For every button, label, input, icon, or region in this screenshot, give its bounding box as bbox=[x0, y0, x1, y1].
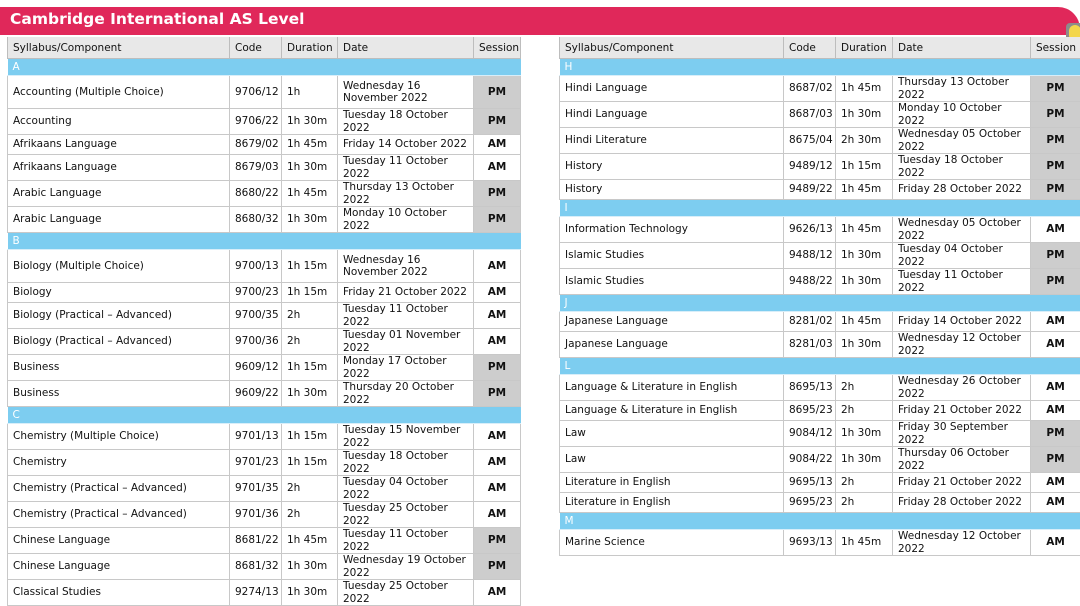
session-cell: PM bbox=[474, 355, 521, 381]
syllabus-cell: Chinese Language bbox=[8, 554, 230, 580]
syllabus-cell: History bbox=[560, 180, 784, 200]
session-cell: AM bbox=[474, 250, 521, 283]
table-row bbox=[560, 128, 1080, 154]
table-row bbox=[8, 283, 521, 303]
syllabus-cell: Japanese Language bbox=[560, 312, 784, 332]
syllabus-cell: Arabic Language bbox=[8, 207, 230, 233]
letter-band-row bbox=[560, 358, 1080, 375]
date-cell: Friday 21 October 2022 bbox=[338, 283, 474, 303]
session-cell: AM bbox=[474, 502, 521, 528]
duration-cell: 1h bbox=[282, 76, 338, 109]
duration-cell: 1h 30m bbox=[282, 207, 338, 233]
duration-cell: 1h 30m bbox=[282, 155, 338, 181]
code-cell: 9626/13 bbox=[784, 217, 836, 243]
code-cell: 9084/22 bbox=[784, 447, 836, 473]
session-cell: AM bbox=[1031, 493, 1080, 513]
duration-cell: 1h 30m bbox=[282, 381, 338, 407]
syllabus-cell: Information Technology bbox=[560, 217, 784, 243]
date-cell: Tuesday 11 October 2022 bbox=[338, 155, 474, 181]
syllabus-cell: Accounting (Multiple Choice) bbox=[8, 76, 230, 109]
duration-cell: 1h 30m bbox=[836, 102, 893, 128]
code-cell: 8687/02 bbox=[784, 76, 836, 102]
syllabus-cell: Chemistry (Practical – Advanced) bbox=[8, 476, 230, 502]
letter-band-row bbox=[560, 295, 1080, 312]
duration-cell: 1h 45m bbox=[282, 528, 338, 554]
duration-cell: 2h bbox=[836, 493, 893, 513]
syllabus-cell: Afrikaans Language bbox=[8, 135, 230, 155]
duration-cell: 2h bbox=[836, 473, 893, 493]
table-row bbox=[560, 473, 1080, 493]
date-cell: Monday 10 October 2022 bbox=[893, 102, 1031, 128]
date-cell: Tuesday 01 November 2022 bbox=[338, 329, 474, 355]
letter-band-row bbox=[560, 59, 1080, 76]
session-cell: AM bbox=[474, 155, 521, 181]
code-cell: 8687/03 bbox=[784, 102, 836, 128]
duration-cell: 1h 15m bbox=[282, 450, 338, 476]
duration-cell: 1h 30m bbox=[282, 554, 338, 580]
date-cell: Tuesday 11 October 2022 bbox=[338, 303, 474, 329]
syllabus-cell: Chemistry (Practical – Advanced) bbox=[8, 502, 230, 528]
table-row bbox=[560, 76, 1080, 102]
code-cell: 9274/13 bbox=[230, 580, 282, 606]
syllabus-cell: Classical Studies bbox=[8, 580, 230, 606]
letter-band: B bbox=[8, 233, 521, 250]
duration-cell: 1h 45m bbox=[282, 181, 338, 207]
table-row bbox=[8, 207, 521, 233]
table-row bbox=[560, 421, 1080, 447]
date-cell: Monday 17 October 2022 bbox=[338, 355, 474, 381]
table-row bbox=[560, 332, 1080, 358]
session-cell: AM bbox=[474, 283, 521, 303]
session-cell: PM bbox=[474, 207, 521, 233]
code-cell: 8281/03 bbox=[784, 332, 836, 358]
duration-cell: 1h 30m bbox=[836, 243, 893, 269]
date-cell: Tuesday 04 October 2022 bbox=[338, 476, 474, 502]
code-cell: 8680/32 bbox=[230, 207, 282, 233]
duration-cell: 2h bbox=[282, 303, 338, 329]
col-header-session: Session bbox=[1031, 37, 1080, 59]
session-cell: AM bbox=[474, 450, 521, 476]
syllabus-cell: Arabic Language bbox=[8, 181, 230, 207]
code-cell: 9488/12 bbox=[784, 243, 836, 269]
table-row bbox=[560, 447, 1080, 473]
date-cell: Tuesday 15 November 2022 bbox=[338, 424, 474, 450]
table-row bbox=[8, 76, 521, 109]
code-cell: 9700/23 bbox=[230, 283, 282, 303]
date-cell: Monday 10 October 2022 bbox=[338, 207, 474, 233]
session-cell: PM bbox=[1031, 102, 1080, 128]
letter-band: L bbox=[560, 358, 1080, 375]
table-row bbox=[8, 109, 521, 135]
session-cell: PM bbox=[474, 76, 521, 109]
duration-cell: 2h bbox=[282, 502, 338, 528]
table-row bbox=[8, 381, 521, 407]
syllabus-cell: Business bbox=[8, 381, 230, 407]
session-cell: AM bbox=[1031, 217, 1080, 243]
session-cell: PM bbox=[474, 381, 521, 407]
duration-cell: 1h 15m bbox=[836, 154, 893, 180]
date-cell: Tuesday 04 October 2022 bbox=[893, 243, 1031, 269]
letter-band: A bbox=[8, 59, 521, 76]
syllabus-cell: Marine Science bbox=[560, 530, 784, 556]
code-cell: 9701/36 bbox=[230, 502, 282, 528]
date-cell: Tuesday 11 October 2022 bbox=[893, 269, 1031, 295]
code-cell: 9700/36 bbox=[230, 329, 282, 355]
date-cell: Friday 14 October 2022 bbox=[893, 312, 1031, 332]
code-cell: 8681/32 bbox=[230, 554, 282, 580]
syllabus-cell: Literature in English bbox=[560, 473, 784, 493]
duration-cell: 2h bbox=[836, 375, 893, 401]
date-cell: Thursday 06 October 2022 bbox=[893, 447, 1031, 473]
syllabus-cell: Biology (Multiple Choice) bbox=[8, 250, 230, 283]
date-cell: Friday 28 October 2022 bbox=[893, 180, 1031, 200]
syllabus-cell: Law bbox=[560, 421, 784, 447]
col-header-duration: Duration bbox=[282, 37, 338, 59]
code-cell: 9084/12 bbox=[784, 421, 836, 447]
session-cell: AM bbox=[474, 476, 521, 502]
syllabus-cell: Chinese Language bbox=[8, 528, 230, 554]
session-cell: AM bbox=[1031, 530, 1080, 556]
code-cell: 9706/12 bbox=[230, 76, 282, 109]
table-row bbox=[560, 269, 1080, 295]
table-row bbox=[8, 450, 521, 476]
session-cell: PM bbox=[474, 181, 521, 207]
duration-cell: 1h 30m bbox=[282, 109, 338, 135]
code-cell: 8679/02 bbox=[230, 135, 282, 155]
date-cell: Friday 14 October 2022 bbox=[338, 135, 474, 155]
session-cell: PM bbox=[1031, 243, 1080, 269]
table-row bbox=[8, 135, 521, 155]
date-cell: Wednesday 05 October 2022 bbox=[893, 217, 1031, 243]
date-cell: Friday 30 September 2022 bbox=[893, 421, 1031, 447]
syllabus-cell: Biology (Practical – Advanced) bbox=[8, 329, 230, 355]
duration-cell: 1h 30m bbox=[836, 269, 893, 295]
duration-cell: 1h 45m bbox=[282, 135, 338, 155]
duration-cell: 1h 45m bbox=[836, 180, 893, 200]
session-cell: PM bbox=[1031, 180, 1080, 200]
syllabus-cell: Islamic Studies bbox=[560, 243, 784, 269]
table-row bbox=[8, 329, 521, 355]
date-cell: Wednesday 12 October 2022 bbox=[893, 530, 1031, 556]
date-cell: Thursday 13 October 2022 bbox=[338, 181, 474, 207]
duration-cell: 1h 45m bbox=[836, 530, 893, 556]
syllabus-cell: Afrikaans Language bbox=[8, 155, 230, 181]
table-row bbox=[560, 102, 1080, 128]
syllabus-cell: Hindi Literature bbox=[560, 128, 784, 154]
letter-band: C bbox=[8, 407, 521, 424]
date-cell: Wednesday 19 October 2022 bbox=[338, 554, 474, 580]
duration-cell: 1h 15m bbox=[282, 283, 338, 303]
code-cell: 9701/35 bbox=[230, 476, 282, 502]
session-cell: AM bbox=[474, 424, 521, 450]
letter-band: J bbox=[560, 295, 1080, 312]
date-cell: Wednesday 26 October 2022 bbox=[893, 375, 1031, 401]
code-cell: 9700/35 bbox=[230, 303, 282, 329]
session-cell: AM bbox=[474, 329, 521, 355]
table-row bbox=[8, 528, 521, 554]
date-cell: Wednesday 16 November 2022 bbox=[338, 250, 474, 283]
duration-cell: 1h 30m bbox=[836, 332, 893, 358]
letter-band-row bbox=[560, 513, 1080, 530]
table-row bbox=[560, 180, 1080, 200]
syllabus-cell: Accounting bbox=[8, 109, 230, 135]
date-cell: Wednesday 16 November 2022 bbox=[338, 76, 474, 109]
code-cell: 8695/23 bbox=[784, 401, 836, 421]
table-row bbox=[8, 303, 521, 329]
code-cell: 8675/04 bbox=[784, 128, 836, 154]
page-header bbox=[0, 7, 1080, 35]
code-cell: 9700/13 bbox=[230, 250, 282, 283]
session-cell: PM bbox=[474, 109, 521, 135]
code-cell: 9609/12 bbox=[230, 355, 282, 381]
session-cell: AM bbox=[1031, 375, 1080, 401]
table-row bbox=[8, 355, 521, 381]
code-cell: 9489/22 bbox=[784, 180, 836, 200]
session-cell: PM bbox=[1031, 447, 1080, 473]
syllabus-cell: Hindi Language bbox=[560, 76, 784, 102]
date-cell: Tuesday 18 October 2022 bbox=[338, 109, 474, 135]
date-cell: Tuesday 25 October 2022 bbox=[338, 502, 474, 528]
duration-cell: 1h 45m bbox=[836, 217, 893, 243]
code-cell: 8695/13 bbox=[784, 375, 836, 401]
syllabus-cell: Business bbox=[8, 355, 230, 381]
duration-cell: 1h 30m bbox=[282, 580, 338, 606]
duration-cell: 1h 15m bbox=[282, 424, 338, 450]
letter-band-row bbox=[8, 407, 521, 424]
date-cell: Thursday 13 October 2022 bbox=[893, 76, 1031, 102]
col-header-code: Code bbox=[230, 37, 282, 59]
syllabus-cell: Law bbox=[560, 447, 784, 473]
table-row bbox=[8, 181, 521, 207]
table-row bbox=[8, 250, 521, 283]
syllabus-cell: Language & Literature in English bbox=[560, 375, 784, 401]
syllabus-cell: History bbox=[560, 154, 784, 180]
date-cell: Wednesday 05 October 2022 bbox=[893, 128, 1031, 154]
code-cell: 8281/02 bbox=[784, 312, 836, 332]
duration-cell: 2h 30m bbox=[836, 128, 893, 154]
code-cell: 9693/13 bbox=[784, 530, 836, 556]
date-cell: Wednesday 12 October 2022 bbox=[893, 332, 1031, 358]
table-row bbox=[560, 401, 1080, 421]
code-cell: 9701/23 bbox=[230, 450, 282, 476]
date-cell: Tuesday 25 October 2022 bbox=[338, 580, 474, 606]
date-cell: Thursday 20 October 2022 bbox=[338, 381, 474, 407]
table-row bbox=[560, 154, 1080, 180]
code-cell: 9695/23 bbox=[784, 493, 836, 513]
letter-band: I bbox=[560, 200, 1080, 217]
session-cell: AM bbox=[1031, 401, 1080, 421]
syllabus-cell: Chemistry (Multiple Choice) bbox=[8, 424, 230, 450]
table-row bbox=[560, 375, 1080, 401]
date-cell: Friday 28 October 2022 bbox=[893, 493, 1031, 513]
code-cell: 8679/03 bbox=[230, 155, 282, 181]
syllabus-cell: Islamic Studies bbox=[560, 269, 784, 295]
code-cell: 9489/12 bbox=[784, 154, 836, 180]
col-header-date: Date bbox=[893, 37, 1031, 59]
session-cell: AM bbox=[474, 135, 521, 155]
date-cell: Tuesday 18 October 2022 bbox=[338, 450, 474, 476]
session-cell: AM bbox=[474, 580, 521, 606]
table-row bbox=[560, 493, 1080, 513]
schedule-table-left bbox=[7, 37, 521, 606]
syllabus-cell: Literature in English bbox=[560, 493, 784, 513]
table-row bbox=[8, 476, 521, 502]
table-row bbox=[8, 580, 521, 606]
code-cell: 9488/22 bbox=[784, 269, 836, 295]
table-row bbox=[8, 554, 521, 580]
syllabus-cell: Chemistry bbox=[8, 450, 230, 476]
session-cell: PM bbox=[1031, 421, 1080, 447]
session-cell: PM bbox=[1031, 154, 1080, 180]
col-header-syllabus: Syllabus/Component bbox=[560, 37, 784, 59]
date-cell: Tuesday 11 October 2022 bbox=[338, 528, 474, 554]
date-cell: Friday 21 October 2022 bbox=[893, 401, 1031, 421]
table-row bbox=[8, 502, 521, 528]
duration-cell: 1h 15m bbox=[282, 250, 338, 283]
code-cell: 9706/22 bbox=[230, 109, 282, 135]
session-cell: PM bbox=[1031, 128, 1080, 154]
letter-band: H bbox=[560, 59, 1080, 76]
schedule-table-right bbox=[559, 37, 1080, 556]
session-cell: AM bbox=[1031, 332, 1080, 358]
syllabus-cell: Hindi Language bbox=[560, 102, 784, 128]
table-row bbox=[560, 530, 1080, 556]
session-cell: AM bbox=[1031, 312, 1080, 332]
table-row bbox=[560, 243, 1080, 269]
col-header-date: Date bbox=[338, 37, 474, 59]
col-header-syllabus: Syllabus/Component bbox=[8, 37, 230, 59]
table-row bbox=[560, 217, 1080, 243]
letter-band-row bbox=[560, 200, 1080, 217]
session-cell: AM bbox=[474, 303, 521, 329]
code-cell: 9695/13 bbox=[784, 473, 836, 493]
session-cell: PM bbox=[1031, 269, 1080, 295]
code-cell: 8680/22 bbox=[230, 181, 282, 207]
table-row bbox=[8, 424, 521, 450]
col-header-session: Session bbox=[474, 37, 521, 59]
letter-band: M bbox=[560, 513, 1080, 530]
duration-cell: 1h 45m bbox=[836, 76, 893, 102]
date-cell: Friday 21 October 2022 bbox=[893, 473, 1031, 493]
session-cell: PM bbox=[1031, 76, 1080, 102]
duration-cell: 2h bbox=[282, 329, 338, 355]
duration-cell: 1h 30m bbox=[836, 421, 893, 447]
syllabus-cell: Biology bbox=[8, 283, 230, 303]
date-cell: Tuesday 18 October 2022 bbox=[893, 154, 1031, 180]
table-row bbox=[8, 155, 521, 181]
code-cell: 9701/13 bbox=[230, 424, 282, 450]
duration-cell: 1h 30m bbox=[836, 447, 893, 473]
session-cell: PM bbox=[474, 554, 521, 580]
col-header-duration: Duration bbox=[836, 37, 893, 59]
syllabus-cell: Japanese Language bbox=[560, 332, 784, 358]
letter-band-row bbox=[8, 233, 521, 250]
duration-cell: 2h bbox=[282, 476, 338, 502]
letter-band-row bbox=[8, 59, 521, 76]
code-cell: 9609/22 bbox=[230, 381, 282, 407]
duration-cell: 1h 15m bbox=[282, 355, 338, 381]
code-cell: 8681/22 bbox=[230, 528, 282, 554]
syllabus-cell: Biology (Practical – Advanced) bbox=[8, 303, 230, 329]
session-cell: AM bbox=[1031, 473, 1080, 493]
duration-cell: 1h 45m bbox=[836, 312, 893, 332]
col-header-code: Code bbox=[784, 37, 836, 59]
duration-cell: 2h bbox=[836, 401, 893, 421]
session-cell: PM bbox=[474, 528, 521, 554]
table-row bbox=[560, 312, 1080, 332]
syllabus-cell: Language & Literature in English bbox=[560, 401, 784, 421]
page-title: Cambridge International AS Level bbox=[10, 10, 304, 28]
